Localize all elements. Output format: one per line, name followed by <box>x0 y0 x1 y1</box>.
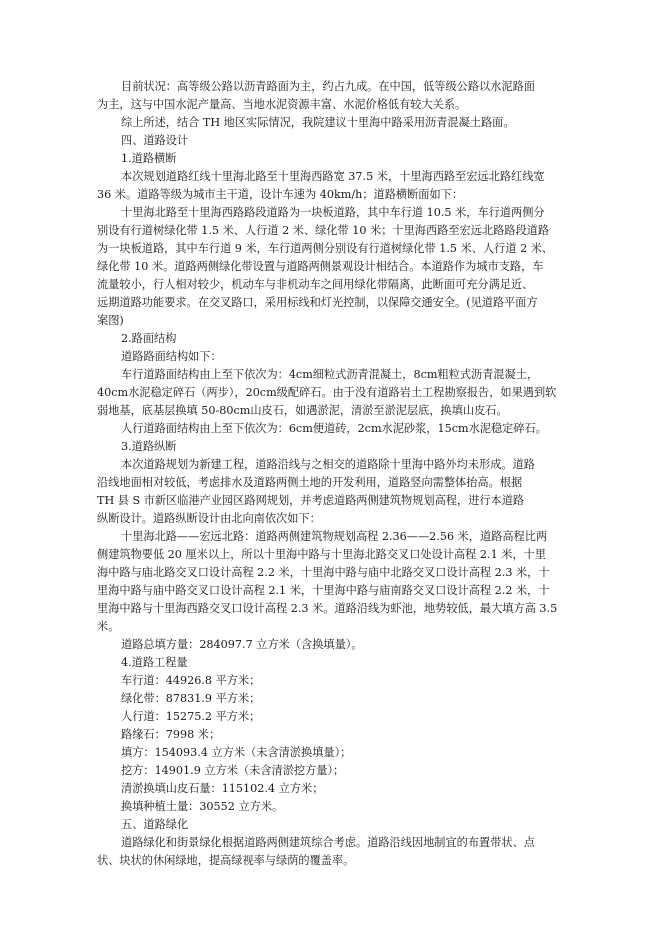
section-heading: 四、道路设计 <box>121 134 189 147</box>
paragraph-line: 里海中路与十里海西路交叉口设计高程 2.3 米。道路沿线为虾池，地势较低，最大填方高 3.5 <box>97 602 558 615</box>
paragraph-line: 状、块状的休闲绿地，提高绿视率与绿荫的覆盖率。 <box>97 854 355 867</box>
paragraph-line: 本次规划道路红线十里海北路至十里海西路宽 37.5 米，十里海西路至宏远北路红线宽 <box>121 170 545 183</box>
paragraph-line: 道路路面结构如下： <box>121 350 222 363</box>
paragraph-line: 别设有行道树绿化带 1.5 米、人行道 2 米、绿化带 10 米；十里海西路至宏远北路路段道路 <box>97 224 550 237</box>
quantity-item: 清淤换填山皮石量：115102.4 立方米； <box>121 782 324 795</box>
paragraph-line: 道路绿化和街景绿化根据道路两侧建筑综合考虑。道路沿线因地制宜的布置带状、点 <box>121 836 535 849</box>
paragraph-line: 为一块板道路，其中车行道 9 米，车行道两侧分别设有行道树绿化带 1.5 米、人行道 2 米、 <box>97 242 554 255</box>
quantity-item: 绿化带：87831.9 平方米； <box>121 692 261 705</box>
paragraph-line: 米。 <box>97 620 120 633</box>
paragraph-line: 综上所述，结合 TH 地区实际情况，我院建议十里海中路采用沥青混凝土路面。 <box>121 116 515 129</box>
paragraph-line: 十里海北路至十里海西路路段道路为一块板道路，其中车行道 10.5 米，车行道两侧分 <box>121 206 545 219</box>
subsection-heading: 1.道路横断 <box>121 152 177 165</box>
quantity-item: 路缘石：7998 米； <box>121 728 221 741</box>
paragraph-line: 弱地基，底基层换填 50-80cm山皮石，如遇淤泥，清淤至淤泥层底，换填山皮石。 <box>97 404 508 417</box>
paragraph-line: 里海中路与庙中路交叉口设计高程 2.1 米，十里海中路与庙南路交叉口设计高程 2.2 米，十 <box>97 584 550 597</box>
quantity-item: 人行道：15275.2 平方米； <box>121 710 261 723</box>
quantity-item: 填方：154093.4 立方米（未含清淤换填量）； <box>121 746 352 759</box>
section-heading: 五、道路绿化 <box>121 818 189 831</box>
paragraph-line: 沿线地面相对较低，考虑排水及道路两侧土地的开发利用，道路竖向需整体抬高。根据 <box>97 476 523 489</box>
paragraph-line: 流量较小，行人相对较少，机动车与非机动车之间用绿化带隔离，此断面可充分满足近、 <box>97 278 534 291</box>
paragraph-line: 案图) <box>97 314 124 327</box>
subsection-heading: 4.道路工程量 <box>121 656 188 669</box>
quantity-item: 挖方：14901.9 立方米（未含清淤挖方量）； <box>121 764 345 777</box>
paragraph-line: 远期道路功能要求。在交叉路口，采用标线和灯光控制，以保障交通安全。(见道路平面方 <box>97 296 538 309</box>
paragraph-line: TH 县 S 市新区临港产业园区路网规划，并考虑道路两侧建筑物规划高程，进行本道路 <box>97 494 525 507</box>
paragraph-line: 本次道路规划为新建工程，道路沿线与之相交的道路除十里海中路外均未形成。道路 <box>121 458 535 471</box>
quantity-item: 换填种植土量：30552 立方米。 <box>121 800 284 813</box>
paragraph-line: 为主，这与中国水泥产量高、当地水泥资源丰富、水泥价格低有较大关系。 <box>97 98 467 111</box>
paragraph-line: 车行道路面结构由上至下依次为：4cm细粒式沥青混凝土，8cm粗粒式沥青混凝土， <box>121 368 539 381</box>
paragraph-line: 人行道路面结构由上至下依次为：6cm便道砖，2cm水泥砂浆，15cm水泥稳定碎石。 <box>121 422 547 435</box>
paragraph-line: 40cm水泥稳定碎石（两步），20cm级配碎石。由于没有道路岩土工程勘察报告，如果遇到软 <box>97 386 557 399</box>
paragraph-line: 目前状况：高等级公路以沥青路面为主，约占九成。在中国，低等级公路以水泥路面 <box>121 80 535 93</box>
paragraph-line: 海中路与庙北路交叉口设计高程 2.2 米，十里海中路与庙中北路交叉口设计高程 2.3 米，十 <box>97 566 550 579</box>
quantity-item: 车行道：44926.8 平方米； <box>121 674 261 687</box>
paragraph-line: 道路总填方量：284097.7 立方米（含换填量）。 <box>121 638 363 651</box>
subsection-heading: 3.道路纵断 <box>121 440 177 453</box>
paragraph-line: 侧建筑物要低 20 厘米以上，所以十里海中路与十里海北路交叉口处设计高程 2.1 米，十里 <box>97 548 547 561</box>
paragraph-line: 绿化带 10 米。道路两侧绿化带设置与道路两侧景观设计相结合。本道路作为城市支路，车 <box>97 260 544 273</box>
subsection-heading: 2.路面结构 <box>121 332 177 345</box>
paragraph-line: 36 米。道路等级为城市主干道，设计车速为 40km/h；道路横断面如下： <box>97 188 464 201</box>
paragraph-line: 纵断设计。道路纵断设计由北向南依次如下： <box>97 512 321 525</box>
paragraph-line: 十里海北路——宏远北路：道路两侧建筑物规划高程 2.36——2.56 米，道路高程比两 <box>121 530 548 543</box>
